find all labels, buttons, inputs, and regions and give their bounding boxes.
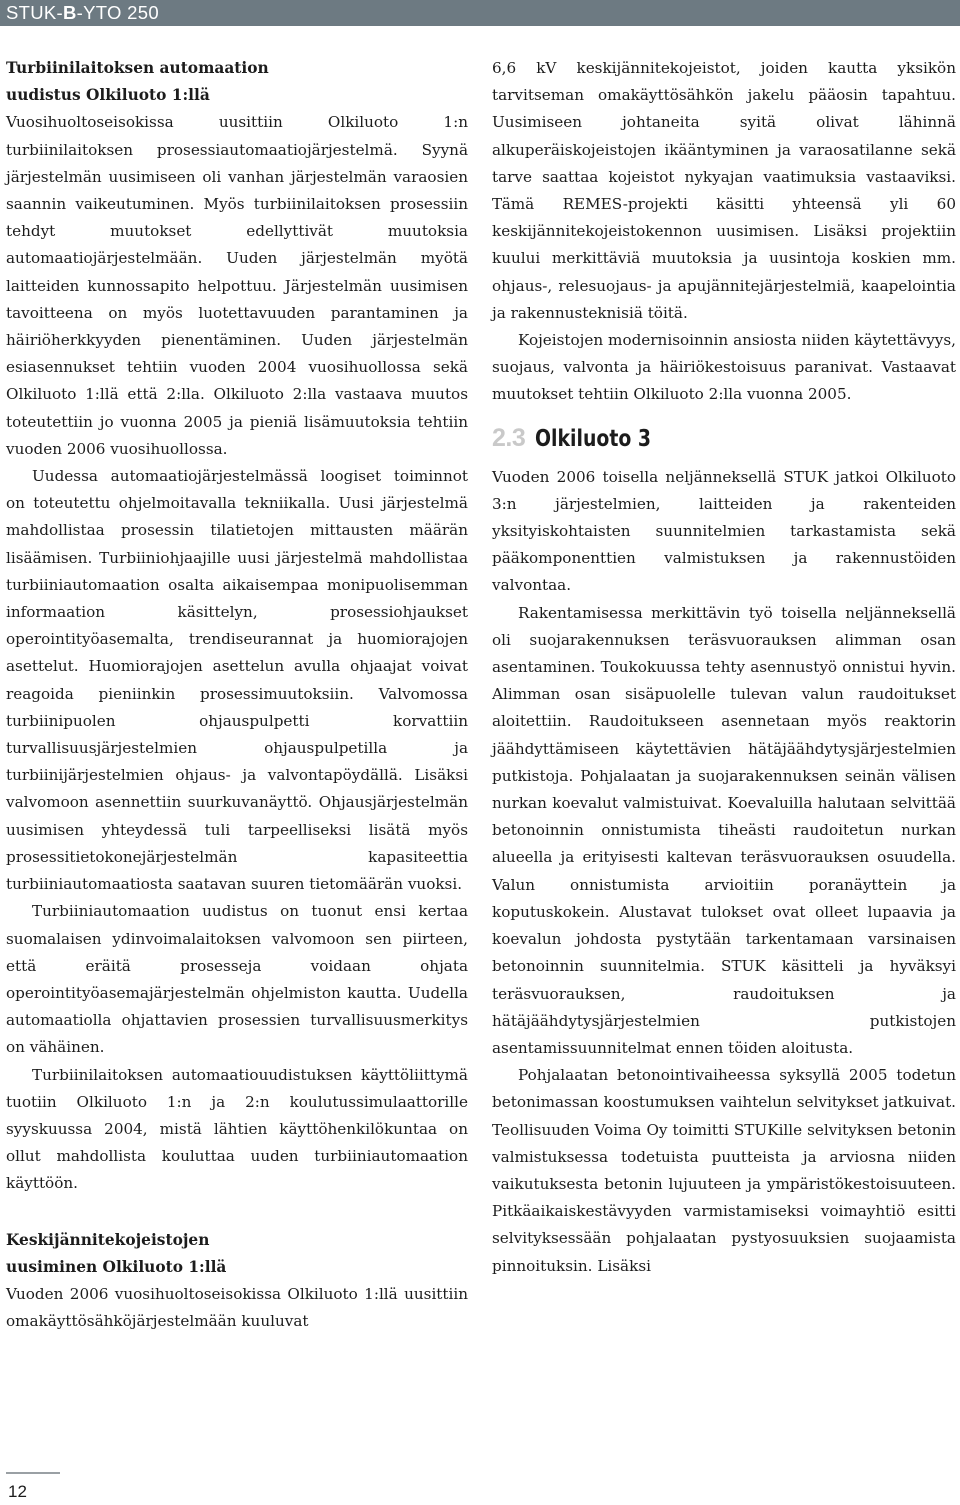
paragraph: Uudessa automaatiojärjestelmässä loogiset toiminnot on toteutettu ohjelmoitavalla tekniikalla. Uusi järjestelmä mahdollistaa prosessin tilatietojen mittausten määrän lisäämisen. Turbiiniohjaajille uusi järjestelmä mahdollistaa turbiiniautomaation osalta aikaisempaa monipuolisemman informaation käsittelyn, prosessiohjaukset operointityöasemalta, trendiseurannat ja huomiorajojen asettelut. Huomiorajojen asettelun avulla ohjaajat voivat reagoida pieniinkin prosessimuutoksiin. Valvomossa turbiinipuolen ohjauspulpetti korvattiin turvallisuusjärjestelmien ohjauspulpetilla ja turbiinijärjestelmien ohjaus- ja valvontapöydällä. Lisäksi valvomoon asennettiin suurkuvanäyttö. Ohjausjärjestelmän uusimisen yhteydessä tuli tarpeelliseksi lisätä myös prosessitietokonejärjestelmän kapasiteettia turbiiniautomaatiosta saatavan suuren tietomäärän vuoksi. [6, 467, 468, 894]
section-number: 2.3 [492, 423, 526, 452]
heading-turbine-automation [6, 55, 468, 109]
report-id-letter: B [63, 2, 77, 23]
heading-switchgear-renewal [6, 1227, 468, 1281]
report-id-prefix: STUK- [6, 2, 63, 23]
paragraph: 6,6 kV keskijännitekojeistot, joiden kautta yksikön tarvitseman omakäyttösähkön jakelu pääosin tapahtuu. Uusimiseen johtaneita syitä olivat lähinnä alkuperäiskojeistojen ikääntyminen ja varaosatilanne sekä tarve saattaa kojeistot nykyajan vaatimuksia vastaaviksi. Tämä REMES-projekti käsitti yhteensä yli 60 keskijännitekojeistokennon uusimisen. Lisäksi projektiin kuului merkittäviä muutoksia ja uusintoja koskien mm. ohjaus-, relesuojaus- ja apujännitejärjestelmiä, kaapelointia ja rakennusteknisiä töitä. [492, 59, 956, 322]
heading-line: Turbiinilaitoksen automaation [6, 59, 269, 77]
header-bar [0, 0, 960, 26]
report-id [6, 2, 159, 24]
section-heading [492, 421, 956, 458]
paragraph: Vuoden 2006 toisella neljänneksellä STUK jatkoi Olkiluoto 3:n järjestelmien, laitteiden ja rakenteiden yksityiskohtaisten suunnitelmien tarkastamista sekä pääkomponenttien valmistuksen ja rakennustöiden valvontaa. [492, 467, 956, 595]
paragraph: Turbiiniautomaation uudistus on tuonut ensi kertaa suomalaisen ydinvoimalaitoksen valvomoon sen piirteen, että eräitä prosesseja voidaan ohjata operointityöasemajärjestelmän ohjelmiston kautta. Uudella automaatiolla ohjattavien prosessien turvallisuusmerkitys on vähäinen. [6, 902, 468, 1057]
paragraph: Kojeistojen modernisoinnin ansiosta niiden käytettävyys, suojaus, valvonta ja häiriökestoisuus paranivat. Vastaavat muutokset tehtiin Olkiluoto 2:lla vuonna 2005. [492, 331, 956, 404]
heading-line: uudistus Olkiluoto 1:llä [6, 86, 210, 105]
footer-rule [6, 1472, 60, 1474]
section-title: Olkiluoto 3 [535, 425, 652, 452]
right-column [492, 55, 956, 1280]
paragraph: Rakentamisessa merkittävin työ toisella neljänneksellä oli suojarakennuksen teräsvuorauksen alimman osan asentaminen. Toukokuussa tehty asennustyö onnistui hyvin. Alimman osan sisäpuolelle tulevan valun raudoitukset aloitettiin. Raudoitukseen asennetaan myös reaktorin jäähdyttämiseen käytettävien hätäjäähdytysjärjestelmien putkistoja. Pohjalaatan ja suojarakennuksen seinän välisen nurkan koevalut valmistuivat. Koevaluilla halutaan selvittää betonoinnin onnistumista tiheästi raudoitetun nurkan alueella ja erityisesti kaltevan teräsvuorauksen osuudella. Valun onnistumista arvioitiin poranäyttein ja koputuskokein. Alustavat tulokset ovat olleet lupaavia ja koevalun johdosta pystytään tarkentamaan varsinaisen betonoinnin suunnitelmia. STUK käsitteli ja hyväksyi teräsvuorauksen, raudoituksen ja hätäjäähdytysjärjestelmien putkistojen asentamissuunnitelmat ennen töiden aloitusta. [492, 603, 956, 1057]
report-id-suffix: -YTO 250 [76, 2, 159, 23]
paragraph: Vuosihuoltoseisokissa uusittiin Olkiluoto 1:n turbiinilaitoksen prosessiautomaatiojärjestelmä. Syynä järjestelmän uusimiseen oli vanhan järjestelmän varaosien saannin vaikeutuminen. Myös turbiinilaitoksen prosessiin tehdyt muutokset edellyttivät muutoksia automaatiojärjestelmään. Uuden järjestelmän myötä laitteiden kunnossapito helpottuu. Järjestelmän uusimisen tavoitteena on myös luotettavuuden parantaminen ja häiriöherkkyyden pienentäminen. Uuden järjestelmän esiasennukset tehtiin vuoden 2004 vuosihuollossa sekä Olkiluoto 1:llä että 2:lla. Olkiluoto 2:lla vastaava muutos toteutettiin jo vuonna 2005 ja pieniä lisämuutoksia tehtiin vuoden 2006 vuosihuollossa. [6, 113, 468, 458]
paragraph: Turbiinilaitoksen automaatiouudistuksen käyttöliittymä tuotiin Olkiluoto 1:n ja 2:n koulutussimulaattorille syyskuussa 2004, mistä lähtien käyttöhenkilökuntaa on ollut mahdollista kouluttaa uuden turbiiniautomaation käyttöön. [6, 1065, 468, 1193]
page-number: 12 [8, 1482, 27, 1501]
paragraph: Vuoden 2006 vuosihuoltoseisokissa Olkiluoto 1:llä uusittiin omakäyttösähköjärjestelmään kuuluvat [6, 1284, 468, 1331]
left-column [6, 55, 468, 1335]
heading-line: Keskijännitekojeistojen [6, 1230, 210, 1249]
heading-line: uusiminen Olkiluoto 1:llä [6, 1257, 227, 1276]
paragraph: Pohjalaatan betonointivaiheessa syksyllä 2005 todetun betonimassan koostumuksen vaihtelun selvitykset jatkuivat. Teollisuuden Voima Oy toimitti STUKille selvityksen betonin valmistuksessa todetuista puutteista ja arviosna niiden vaikutuksesta betonin lujuuteen ja ympäristökestoisuuteen. Pitkäaikaiskestävyyden varmistamiseksi voimayhtiö esitti selvityksessään pohjalaatan pystyosuuksien suojaamista pinnoituksin. Lisäksi [492, 1066, 956, 1275]
